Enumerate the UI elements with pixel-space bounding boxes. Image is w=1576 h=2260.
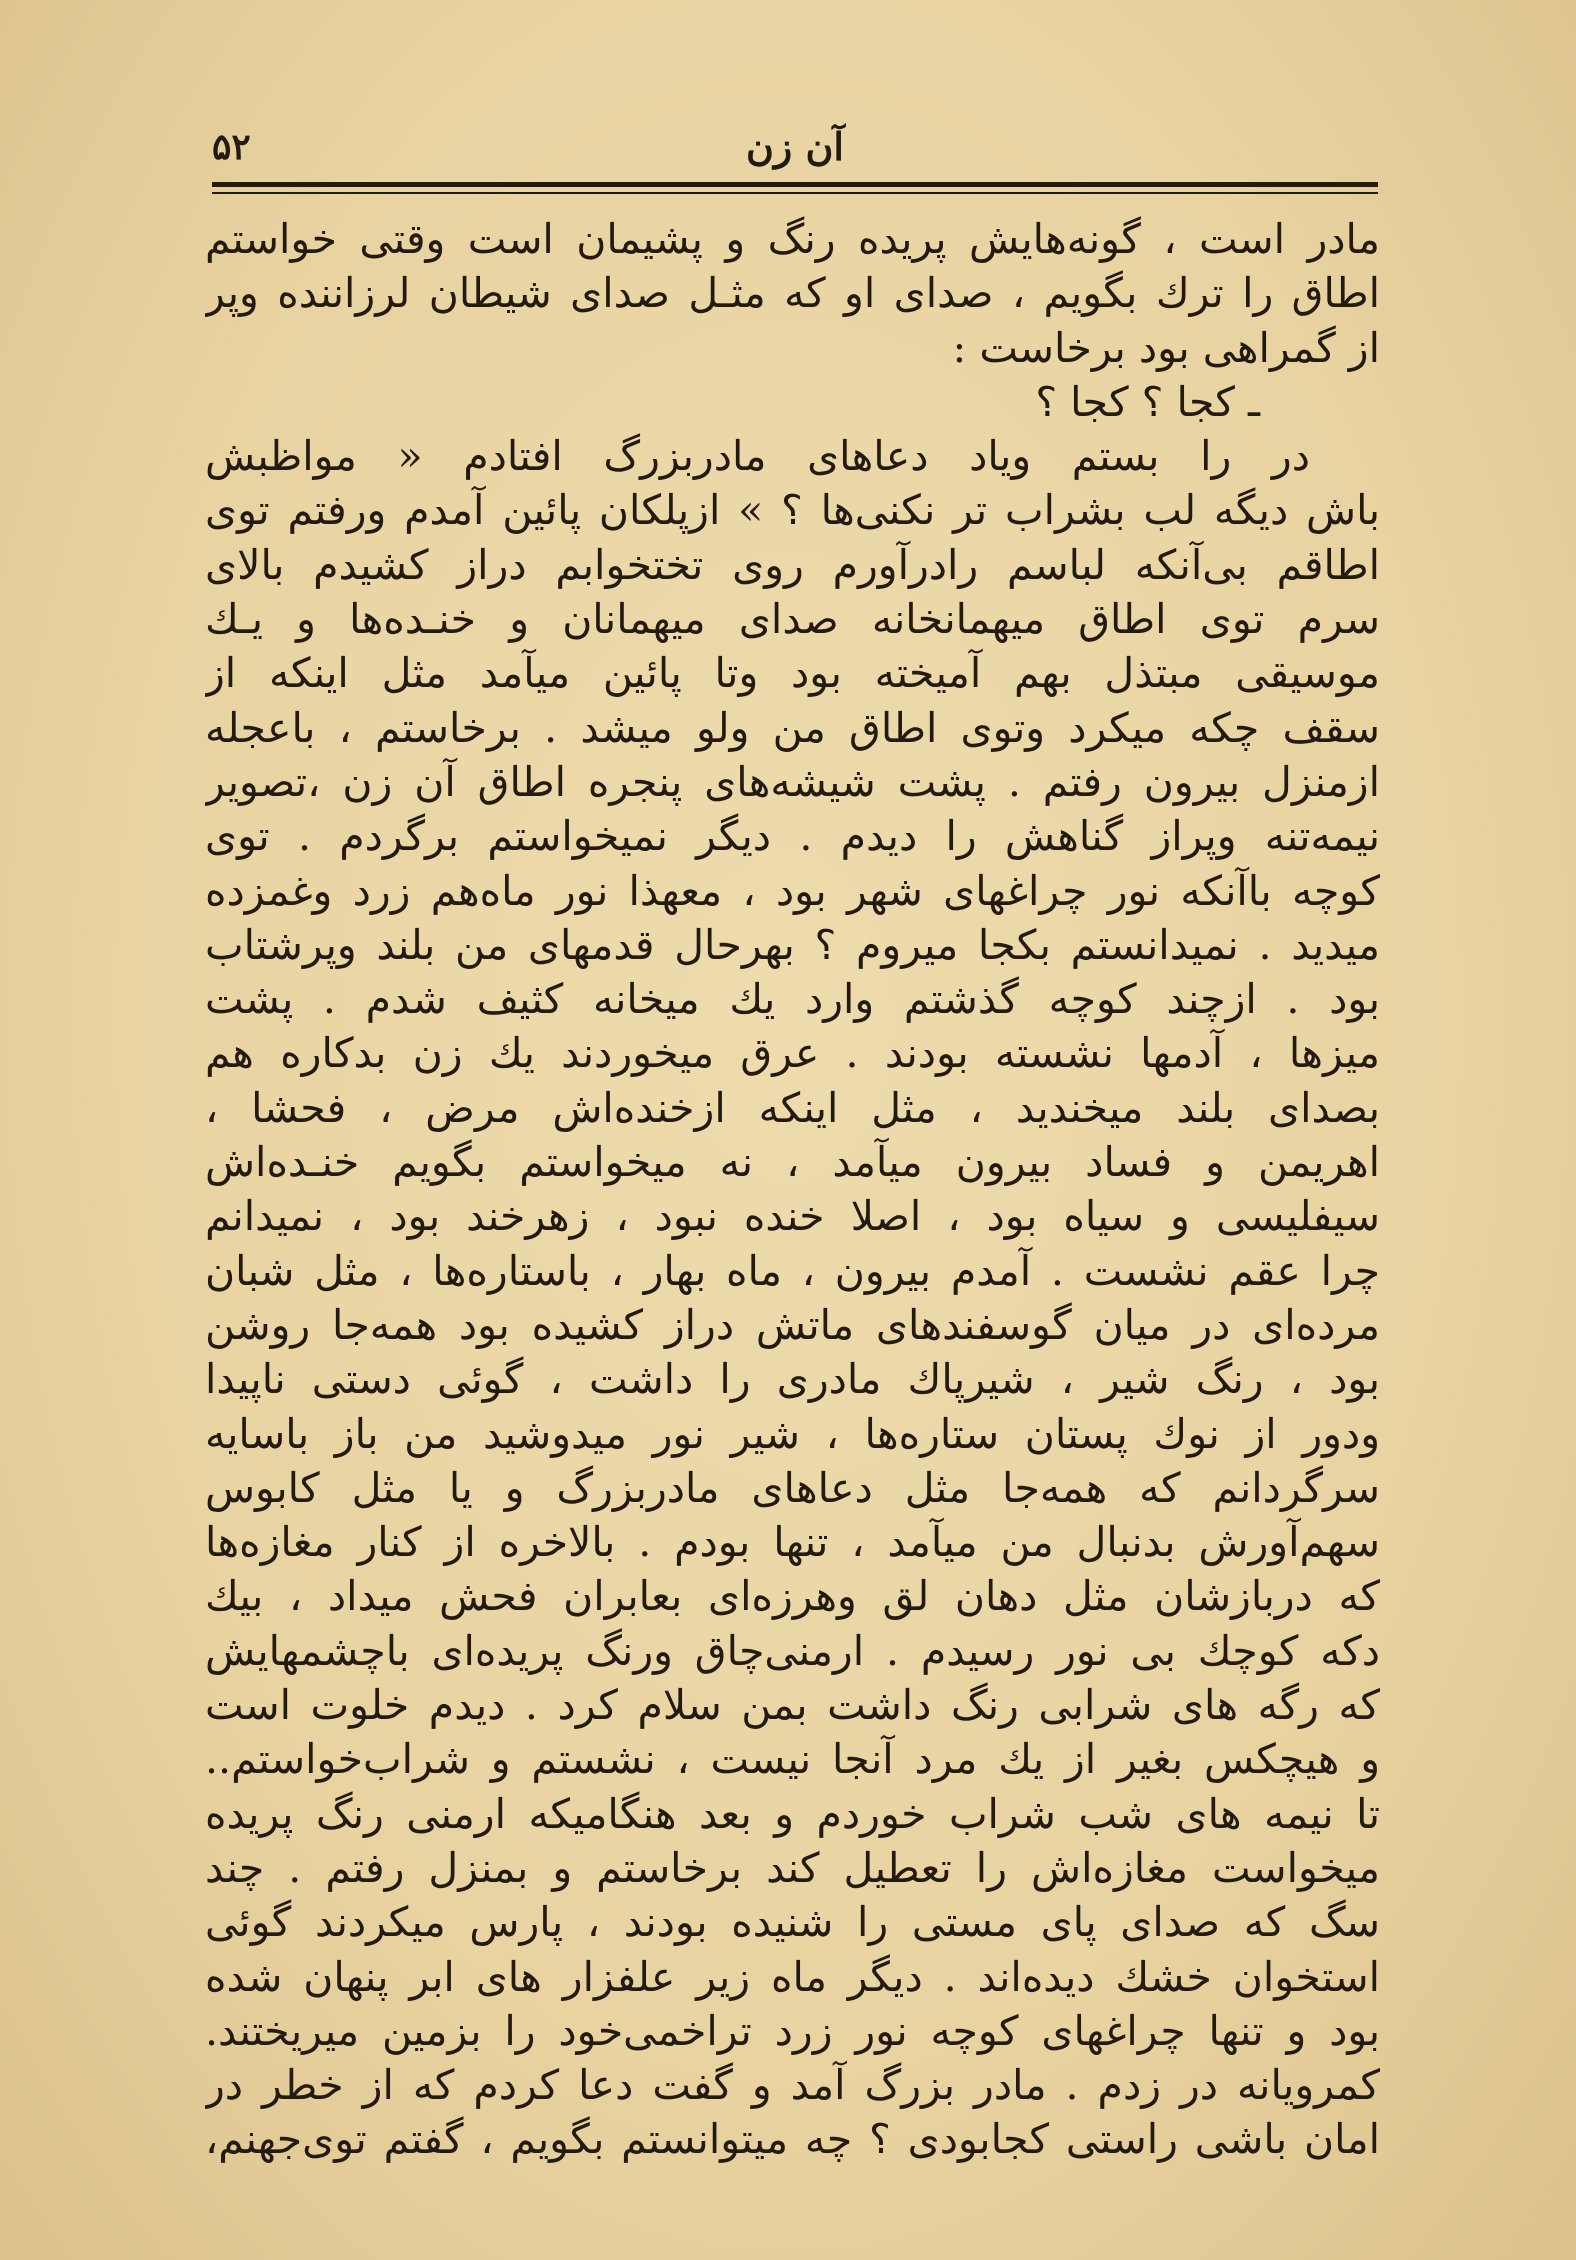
text-line: استخوان خشك دیده‌اند . دیگر ماه زیر علفزار های ابر پنهان شده xyxy=(205,1952,1380,2001)
text-line: سیفلیسی و سیاه بود ، اصلا خنده نبود ، زهرخند بود ، نمیدانم xyxy=(205,1192,1380,1241)
text-line: اطاق را ترك بگویم ، صدای او که مثـل صدای شیطان لرزاننده وپر xyxy=(205,269,1380,318)
paragraph-start-line: در را بستم ویاد دعاهای مادربزرگ افتادم « مواظبش xyxy=(205,432,1310,481)
text-line: که رگه های شرابی رنگ داشت بمن سلام کرد . دیدم خلوت است xyxy=(205,1681,1380,1730)
page-header xyxy=(212,118,1378,178)
text-line: که دربازشان مثل دهان لق وهرزه‌ای بعابران فحش میداد ، بیك xyxy=(205,1572,1380,1621)
text-line: میدید . نمیدانستم بکجا میروم ؟ بهرحال قدمهای من بلند وپرشتاب xyxy=(205,920,1380,969)
page-number: ۵۲ xyxy=(212,126,251,168)
header-rule-thin xyxy=(212,192,1378,194)
text-line: بود . ازچند کوچه گذشتم وارد یك میخانه کثیف شدم . پشت xyxy=(205,975,1380,1024)
text-line: بود و تنها چراغهای کوچه نور زرد تراخمی‌خود را بزمین میریختند. xyxy=(205,2006,1380,2055)
text-line: کمرویانه در زدم . مادر بزرگ آمد و گفت دعا کردم که از خطر در xyxy=(205,2061,1380,2110)
text-line: امان باشی راستی کجابودی ؟ چه میتوانستم بگویم ، گفتم توی‌جهنم، xyxy=(205,2115,1380,2164)
text-line: بود ، رنگ شیر ، شیرپاك مادری را داشت ، گوئی دستی ناپیدا xyxy=(205,1355,1380,1404)
text-line: سگ که صدای پای مستی را شنیده بودند ، پارس میکردند گوئی xyxy=(205,1898,1380,1947)
running-title: آن زن xyxy=(746,124,844,169)
text-line: مادر است ، گونه‌هایش پریده رنگ و پشیمان است وقتی خواستم xyxy=(205,215,1380,263)
text-line: مرده‌ای در میان گوسفندهای ماتش دراز کشیده بود همه‌جا روشن xyxy=(205,1300,1380,1349)
text-line: چرا عقم نشست . آمدم بیرون ، ماه بهار ، باستاره‌ها ، مثل شبان xyxy=(205,1246,1380,1295)
text-line: میزها ، آدمها نشسته بودند . عرق میخوردند یك زن بدکاره هم xyxy=(205,1029,1380,1078)
text-line: باش دیگه لب بشراب تر نکنی‌ها ؟ » ازپلکان پائین آمدم ورفتم توی xyxy=(205,486,1380,535)
text-line: ودور از نوك پستان ستاره‌ها ، شیر نور میدوشید من باز باسایه xyxy=(205,1409,1380,1458)
text-line: اهریمن و فساد بیرون میآمد ، نه میخواستم بگویم خنـده‌اش xyxy=(205,1138,1380,1187)
text-line: سهم‌آورش بدنبال من میآمد ، تنها بودم . بالاخره از کنار مغازه‌ها xyxy=(205,1518,1380,1567)
text-line: بصدای بلند میخندید ، مثل اینکه ازخنده‌اش مرض ، فحشا ، xyxy=(205,1083,1380,1132)
text-line: و هیچکس بغیر از یك مرد آنجا نیست ، نشستم و شراب‌خواستم.. xyxy=(205,1735,1380,1784)
text-line: از گمراهی بود برخاست : xyxy=(952,323,1380,372)
header-rule-thick xyxy=(212,182,1378,187)
text-line: ازمنزل بیرون رفتم . پشت شیشه‌های پنجره اطاق آن زن ،تصویر xyxy=(205,757,1380,806)
text-line: دکه کوچك بی نور رسیدم . ارمنی‌چاق ورنگ پریده‌ای باچشمهایش xyxy=(205,1626,1380,1675)
body-text xyxy=(205,212,1380,2167)
text-line: سرم توی اطاق میهمانخانه صدای میهمانان و خنـده‌ها و یـك xyxy=(205,595,1380,644)
text-line: کوچه باآنکه نور چراغهای شهر بود ، معهذا نور ماه‌هم زرد وغمزده xyxy=(205,866,1380,915)
text-line: میخواست مغازه‌اش را تعطیل کند برخاستم و بمنزل رفتم . چند xyxy=(205,1843,1380,1892)
dialog-line: ـ کجا ؟ کجا ؟ xyxy=(1035,377,1260,426)
text-line: اطاقم بی‌آنکه لباسم رادرآورم روی تختخوابم دراز کشیدم بالای xyxy=(205,540,1380,589)
text-line: تا نیمه های شب شراب خوردم و بعد هنگامیکه ارمنی رنگ پریده xyxy=(205,1789,1380,1838)
text-line: نیمه‌تنه وپراز گناهش را دیدم . دیگر نمیخواستم برگردم . توی xyxy=(205,812,1380,861)
text-line: سقف چکه میکرد وتوی اطاق من ولو میشد . برخاستم ، باعجله xyxy=(205,703,1380,752)
text-line: موسیقی مبتذل بهم آمیخته بود وتا پائین میآمد مثل اینکه از xyxy=(205,649,1380,698)
text-line: سرگردانم که همه‌جا مثل دعاهای مادربزرگ و یا مثل کابوس xyxy=(205,1463,1380,1512)
